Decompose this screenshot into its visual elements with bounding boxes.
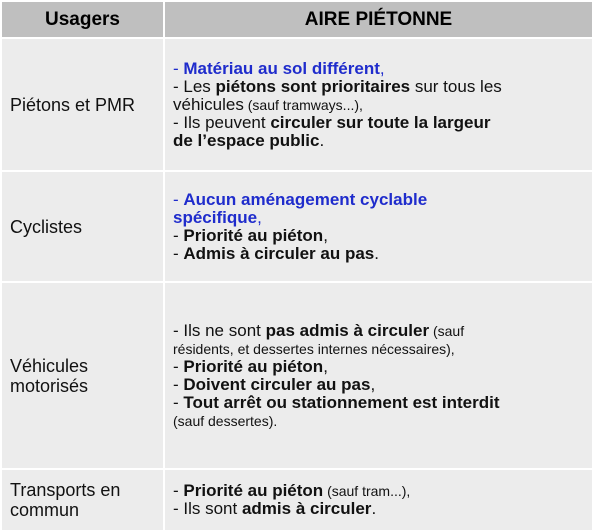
rule-text: , — [257, 207, 262, 227]
rule-text: - Ils ne sont — [173, 320, 266, 340]
rule-text: - — [173, 225, 184, 245]
rule-text: - — [173, 189, 184, 209]
rule-text: spécifique — [173, 207, 258, 227]
rules-cell — [164, 38, 592, 171]
rule-text: de l’espace public — [173, 130, 320, 150]
rule-text: , — [323, 356, 328, 376]
rule-text: Priorité au piéton — [183, 356, 324, 376]
rule-line — [173, 412, 586, 430]
rule-line — [173, 376, 586, 394]
rule-text: - — [173, 243, 184, 263]
rule-text: Matériau au sol différent — [183, 58, 380, 78]
rule-line — [173, 227, 586, 245]
rule-text: circuler sur toute la largeur — [270, 112, 491, 132]
rule-line — [173, 340, 586, 358]
rule-line — [173, 245, 586, 263]
rule-line — [173, 209, 586, 227]
user-label: motorisés — [10, 375, 89, 396]
rule-text: véhicules — [173, 94, 244, 114]
header-users: Usagers — [1, 1, 164, 38]
rule-line — [173, 60, 586, 78]
user-cell — [1, 282, 164, 469]
rule-text: , — [379, 58, 385, 78]
rule-text: Tout arrêt ou stationnement est interdit — [183, 392, 500, 412]
rule-line — [173, 191, 586, 209]
user-label: Véhicules — [10, 355, 89, 376]
header-row — [1, 1, 592, 38]
rule-text: piétons sont prioritaires — [215, 76, 411, 96]
rule-text: (sauf tram...), — [323, 483, 411, 499]
rule-line — [173, 358, 586, 376]
rule-text: - — [173, 356, 184, 376]
rule-text: - — [173, 392, 184, 412]
user-cell — [1, 469, 164, 531]
rule-text: . — [319, 130, 325, 150]
user-label: Transports en — [10, 480, 121, 500]
rules-cell — [164, 469, 592, 531]
rule-line — [173, 482, 586, 500]
rule-text: sur tous les — [410, 76, 502, 96]
rule-text: Aucun aménagement cyclable — [183, 189, 428, 209]
rule-text: Priorité au piéton — [183, 225, 324, 245]
rule-text: - Ils sont — [173, 499, 242, 518]
header-pedestrian-zone: AIRE PIÉTONNE — [164, 1, 592, 38]
rule-text: , — [323, 225, 328, 245]
user-label: Cyclistes — [10, 216, 83, 237]
rule-text: , — [370, 374, 376, 394]
rule-text: Doivent circuler au pas — [183, 374, 371, 394]
user-cell — [1, 38, 164, 171]
rule-text: admis à circuler — [241, 499, 372, 518]
table-row — [1, 38, 592, 171]
rule-text: (sauf — [429, 322, 465, 339]
table-row — [1, 282, 592, 469]
rule-text: . — [374, 243, 379, 263]
rule-line — [173, 394, 586, 412]
rule-text: résidents, et dessertes internes nécessaires), — [173, 340, 455, 357]
rule-line — [173, 322, 586, 340]
rule-text: pas admis à circuler — [265, 320, 430, 340]
rule-line — [173, 114, 586, 132]
rule-text: - — [173, 58, 184, 78]
rule-text: - Les — [173, 76, 216, 96]
user-label: Piétons et PMR — [10, 94, 136, 115]
rule-line — [173, 96, 586, 114]
user-label: commun — [10, 500, 80, 520]
rule-line — [173, 500, 586, 518]
rule-text: Priorité au piéton — [183, 481, 324, 500]
rule-line — [173, 78, 586, 96]
rule-line — [173, 132, 586, 150]
rule-text: - — [173, 374, 184, 394]
rule-text: . — [371, 499, 377, 518]
rule-text: - Ils peuvent — [173, 112, 271, 132]
rule-text: Admis à circuler au pas — [183, 243, 375, 263]
rule-text: (sauf tramways...), — [243, 96, 363, 113]
rule-text: - — [173, 481, 184, 500]
table-row — [1, 171, 592, 282]
rule-text: (sauf dessertes). — [173, 412, 278, 429]
rules-cell — [164, 282, 592, 469]
rules-cell — [164, 171, 592, 282]
user-cell — [1, 171, 164, 282]
table-row — [1, 469, 592, 531]
